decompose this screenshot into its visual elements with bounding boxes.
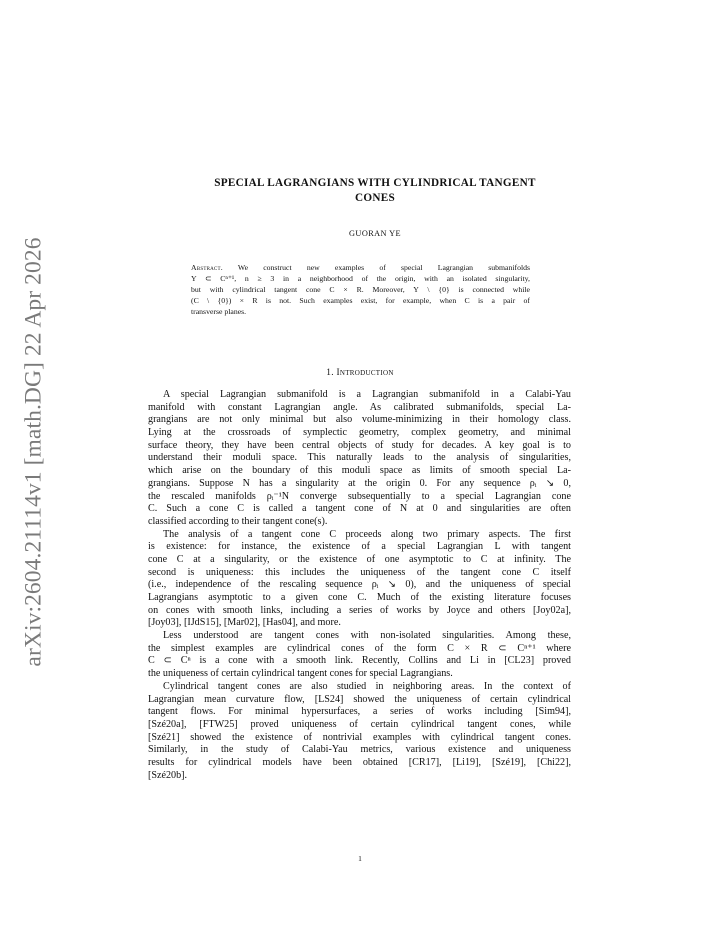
- paragraph-line: the rescaled manifolds ρᵢ⁻¹N converge subsequentially to a special Lagrangian cone: [148, 490, 571, 502]
- abstract-line: [191, 262, 530, 273]
- author-name: GUORAN YE: [349, 229, 401, 238]
- paragraph-line: [Szé21] showed the existence of nontrivial examples with cylindrical tangent cones.: [148, 731, 571, 743]
- paragraph-line: classified according to their tangent cone(s).: [148, 515, 328, 527]
- abstract-block: [191, 262, 530, 317]
- paragraph-line: [Szé20a], [FTW25] proved uniqueness of certain cylindrical tangent cones, while: [148, 718, 571, 730]
- paragraph-line: second is uniqueness: this includes the uniqueness of the tangent cone C itself: [148, 566, 571, 578]
- paragraph-line: Less understood are tangent cones with non-isolated singularities. Among these,: [163, 630, 571, 642]
- section-heading: 1. Introduction: [326, 368, 394, 378]
- abstract-line: Y ⊂ Cⁿ⁺¹, n ≥ 3 in a neighborhood of the origin, with an isolated singularity,: [191, 274, 530, 283]
- paragraph-line: results for cylindrical models have been obtained [CR17], [Li19], [Szé19], [Chi22],: [148, 756, 571, 768]
- abstract-line: but with cylindrical tangent cone C × R. Moreover, Y \ {0} is connected while: [191, 285, 530, 294]
- paper-title: [160, 176, 590, 206]
- abstract-label: Abstract.: [191, 263, 223, 272]
- paragraph-line: the uniqueness of certain cylindrical tangent cones for special Lagrangians.: [148, 668, 453, 680]
- paragraph-line: manifold with constant Lagrangian angle. As calibrated submanifolds, special La-: [148, 401, 571, 413]
- paragraph-line: Lagrangians asymptotic to a given cone C. Much of the existing literature focuses: [148, 592, 571, 603]
- paragraph-line: which arise on the boundary of this moduli space as limits of smooth special La-: [148, 465, 571, 477]
- paragraph-line: Lying at the crossroads of symplectic geometry, complex geometry, and minimal: [148, 427, 571, 439]
- paragraph-line: Cylindrical tangent cones are also studied in neighboring areas. In the context of: [163, 680, 571, 692]
- paragraph-line: surface theory, they have been central objects of study for decades. A key goal is to: [148, 439, 571, 451]
- paragraph-line: Lagrangian mean curvature flow, [LS24] showed the uniqueness of certain cylindrical: [148, 693, 571, 705]
- paragraph-line: tangent flows. For minimal hypersurfaces, a series of works including [Sim94],: [148, 706, 571, 718]
- paragraph-line: (i.e., independence of the rescaling sequence ρᵢ ↘ 0), and the uniqueness of special: [148, 579, 571, 591]
- page-number: 1: [358, 854, 362, 863]
- arxiv-identifier-stamp: [14, 237, 54, 667]
- paragraph-line: grangians. Suppose N has a singularity at the origin 0. For any sequence ρᵢ ↘ 0,: [148, 477, 571, 489]
- paragraph-line: understand their moduli space. This naturally leads to the analysis of singularities,: [148, 452, 571, 464]
- paragraph-line: [Joy03], [IJdS15], [Mar02], [Has04], and more.: [148, 617, 341, 629]
- paragraph-line: C. Such a cone C is called a tangent cone of N at 0 and singularities are often: [148, 503, 571, 515]
- paragraph-line: The analysis of a tangent cone C proceeds along two primary aspects. The first: [163, 528, 571, 540]
- paragraph-line: [Szé20b].: [148, 769, 188, 781]
- abstract-line: transverse planes.: [191, 307, 247, 316]
- paragraph-line: grangians are not only minimal but also volume-minimizing in their homology class.: [148, 414, 571, 426]
- title-line-1: SPECIAL LAGRANGIANS WITH CYLINDRICAL TANGENT: [214, 177, 536, 189]
- abstract-line: (C \ {0}) × R is not. Such examples exist, for example, when C is a pair of: [191, 296, 530, 305]
- paragraph-line: cone C at a singularity, or the existence of one asymptotic to C at infinity. The: [148, 553, 571, 565]
- paragraph-line: Similarly, in the study of Calabi-Yau metrics, various existence and uniqueness: [148, 744, 571, 756]
- title-line-2: CONES: [354, 192, 396, 204]
- paragraph-line: A special Lagrangian submanifold is a Lagrangian submanifold in a Calabi-Yau: [163, 389, 571, 400]
- paragraph-line: the simplest examples are cylindrical cones of the form C × R ⊂ Cⁿ⁺¹ where: [148, 642, 571, 654]
- paragraph-line: on cones with smooth links, including a series of works by Joyce and others [Joy02a],: [148, 604, 571, 616]
- body-text: [148, 389, 571, 782]
- paragraph-line: is existence: for instance, the existence of a special Lagrangian L with tangent: [148, 541, 571, 553]
- abstract-line-text: We construct new examples of special Lagrangian submanifolds: [222, 263, 530, 272]
- arxiv-stamp-text: arXiv:2604.21114v1 [math.DG] 22 Apr 2026: [20, 237, 47, 667]
- paragraph-line: C ⊂ Cⁿ is a cone with a smooth link. Recently, Collins and Li in [CL23] proved: [148, 655, 571, 667]
